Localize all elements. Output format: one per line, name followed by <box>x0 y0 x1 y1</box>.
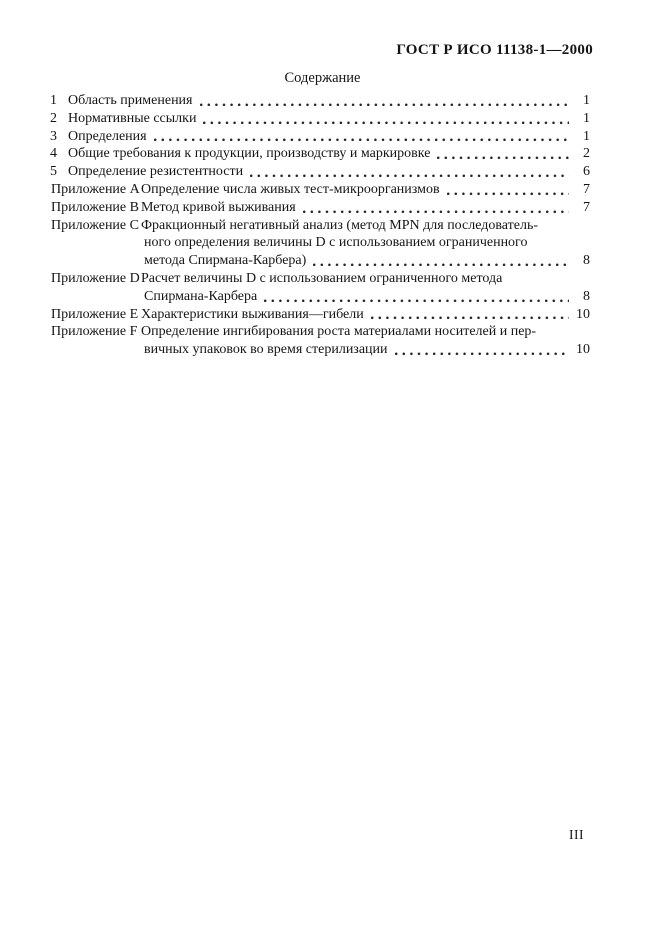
toc-entry-text: Определение резистентности <box>68 164 244 180</box>
toc-entry-body <box>68 163 590 181</box>
toc-entry-line: Фракционный негативный анализ (метод MPN для последователь- <box>141 217 539 233</box>
toc-leader-dots <box>371 316 569 320</box>
toc-entry <box>50 270 590 306</box>
toc-page-number: 1 <box>583 93 590 108</box>
toc-leader-dots <box>395 352 569 356</box>
toc-entry-label: 3 <box>50 128 57 144</box>
toc-entry-body <box>68 145 590 163</box>
toc-entry <box>50 110 590 128</box>
toc-leader-dots <box>250 174 569 178</box>
toc-entry-text: Общие требования к продукции, производству и маркировке <box>68 146 431 162</box>
toc-page-number: 2 <box>583 146 590 162</box>
toc-entry-body <box>141 181 590 199</box>
table-of-contents <box>50 92 590 359</box>
toc-entry-line: ного определения величины D с использованием ограниченного <box>144 235 528 251</box>
toc-entry-text: метода Спирмана-Карбера) <box>144 253 307 269</box>
toc-entry <box>50 128 590 146</box>
toc-entry-label: 2 <box>50 110 57 126</box>
toc-leader-dots <box>447 192 569 196</box>
contents-title: Содержание <box>284 70 361 86</box>
toc-entry-line <box>141 199 590 217</box>
toc-entry-label: Приложение C <box>51 217 139 233</box>
toc-entry-label: 4 <box>50 146 57 162</box>
toc-entry-line <box>68 92 590 110</box>
toc-entry-body <box>68 92 590 110</box>
toc-entry-line <box>68 110 590 128</box>
toc-page-number: 6 <box>583 164 590 180</box>
toc-entry-text: Характеристики выживания—гибели <box>141 306 364 322</box>
toc-entry <box>50 163 590 181</box>
toc-entry <box>50 306 590 324</box>
toc-entry-text: Спирмана-Карбера <box>144 288 258 304</box>
toc-entry-label: Приложение B <box>51 199 139 215</box>
toc-entry-body <box>141 217 590 270</box>
toc-leader-dots <box>303 210 569 214</box>
toc-page-number: 7 <box>583 181 590 197</box>
toc-entry-text: вичных упаковок во время стерилизации <box>144 342 388 358</box>
toc-entry-label: Приложение E <box>51 306 139 322</box>
toc-entry-text: Область применения <box>68 93 193 108</box>
toc-entry-body <box>68 128 590 146</box>
toc-entry-label: 1 <box>50 93 57 108</box>
toc-entry-line <box>141 306 590 324</box>
toc-page-number: 8 <box>583 288 590 304</box>
page-number: III <box>569 827 584 842</box>
toc-leader-dots <box>203 121 569 125</box>
toc-entry-label: Приложение D <box>51 270 140 286</box>
toc-page-number: 1 <box>583 110 590 126</box>
toc-entry-text: Определение числа живых тест-микроорганизмов <box>141 181 440 197</box>
toc-entry-text: Определения <box>68 128 147 144</box>
toc-entry-line <box>141 181 590 199</box>
toc-leader-dots <box>154 138 569 142</box>
toc-page-number: 1 <box>583 128 590 144</box>
toc-entry <box>50 199 590 217</box>
toc-page-number: 10 <box>576 306 590 322</box>
toc-entry-body <box>141 270 590 306</box>
document-standard-number: ГОСТ Р ИСО 11138-1—2000 <box>396 42 593 58</box>
toc-entry-text: Метод кривой выживания <box>141 199 296 215</box>
toc-entry-line <box>141 341 590 359</box>
toc-entry-line: Расчет величины D с использованием ограниченного метода <box>141 270 503 286</box>
toc-entry <box>50 92 590 110</box>
toc-leader-dots <box>264 299 569 303</box>
toc-entry-label: 5 <box>50 164 57 180</box>
toc-entry <box>50 217 590 270</box>
toc-entry-line <box>141 252 590 270</box>
toc-entry-body <box>141 323 590 359</box>
toc-entry-label: Приложение F <box>51 324 138 340</box>
toc-leader-dots <box>313 263 569 267</box>
toc-entry-line <box>141 288 590 306</box>
toc-entry-line <box>68 163 590 181</box>
toc-entry-label: Приложение A <box>51 181 140 197</box>
toc-entry-body <box>141 199 590 217</box>
toc-entry <box>50 323 590 359</box>
toc-entry-line <box>68 145 590 163</box>
toc-page-number: 10 <box>576 342 590 358</box>
toc-entry-body <box>141 306 590 324</box>
toc-entry-line: Определение ингибирования роста материалами носителей и пер- <box>141 324 537 340</box>
toc-entry-line <box>68 128 590 146</box>
toc-entry <box>50 181 590 199</box>
toc-entry-body <box>68 110 590 128</box>
toc-leader-dots <box>200 103 570 107</box>
toc-page-number: 8 <box>583 253 590 269</box>
toc-page-number: 7 <box>583 199 590 215</box>
toc-leader-dots <box>437 156 569 160</box>
toc-entry <box>50 145 590 163</box>
toc-entry-text: Нормативные ссылки <box>68 110 197 126</box>
